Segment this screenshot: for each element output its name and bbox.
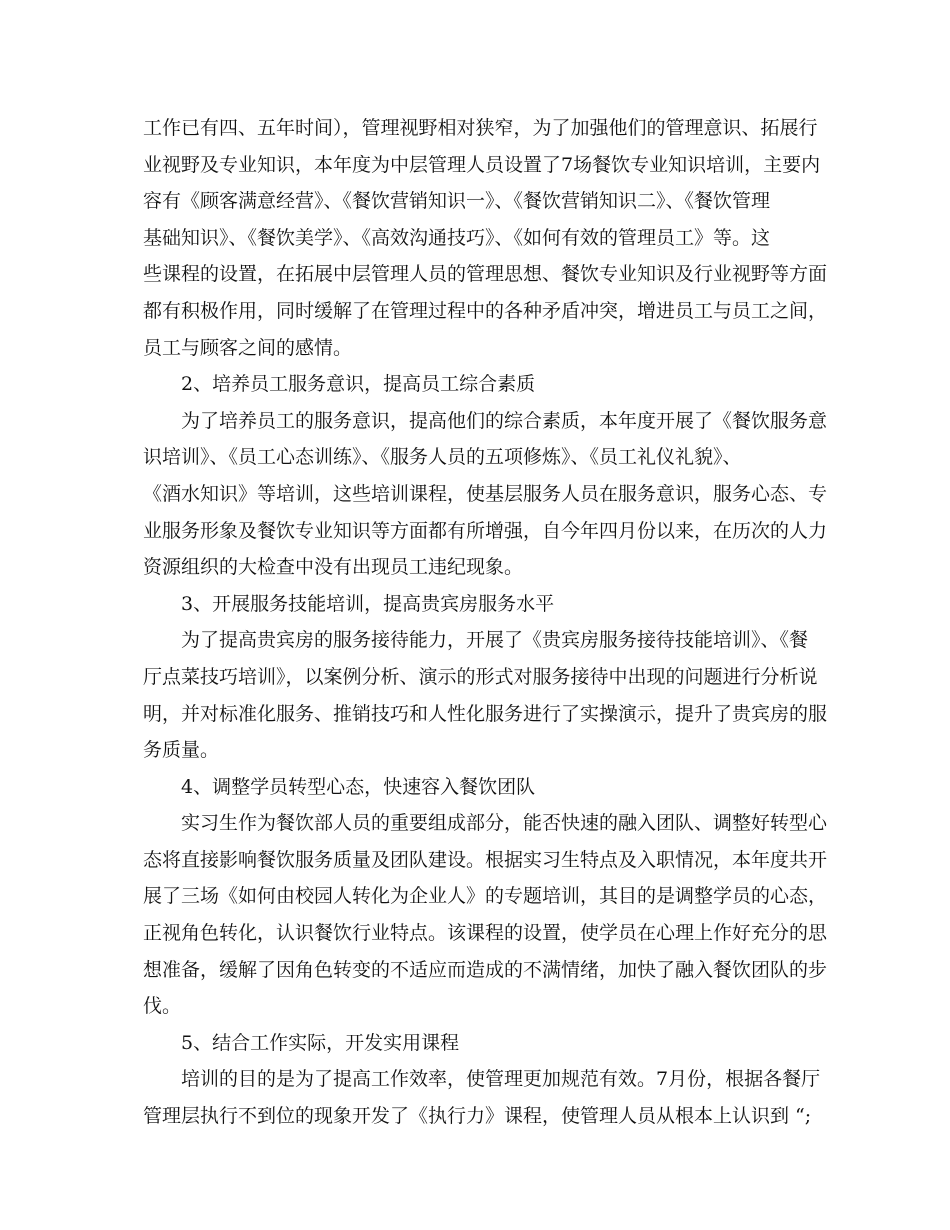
text-line: 想准备，缓解了因角色转变的不适应而造成的不满情绪，加快了融入餐饮团队的步 — [143, 958, 828, 981]
paragraph-start-line: 2、培养员工服务意识，提高员工综合素质 — [181, 373, 536, 396]
document-body — [143, 110, 828, 1135]
paragraph-start-line: 5、结合工作实际，开发实用课程 — [181, 1031, 460, 1054]
text-line: 展了三场《如何由校园人转化为企业人》的专题培训，其目的是调整学员的心态， — [143, 885, 828, 908]
paragraph-start-line: 3、开展服务技能培训，提高贵宾房服务水平 — [181, 592, 555, 615]
text-line: 资源组织的大检查中没有出现员工违纪现象。 — [143, 556, 524, 579]
text-line: 员工与顾客之间的感情。 — [143, 336, 353, 359]
text-line: 管理层执行不到位的现象开发了《执行力》课程，使管理人员从根本上认识到 “; — [143, 1105, 812, 1128]
text-line: 容有《顾客满意经营》、《餐饮营销知识一》、《餐饮营销知识二》、《餐饮管理 — [143, 190, 771, 213]
paragraph-start-line: 4、调整学员转型心态，快速容入餐饮团队 — [181, 775, 536, 798]
text-line: 正视角色转化，认识餐饮行业特点。该课程的设置，使学员在心理上作好充分的思 — [143, 922, 828, 945]
text-line: 工作已有四、五年时间），管理视野相对狭窄，为了加强他们的管理意识、拓展行 — [143, 117, 818, 139]
text-line: 务质量。 — [143, 739, 220, 762]
text-line: 些课程的设置，在拓展中层管理人员的管理思想、餐饮专业知识及行业视野等方面 — [143, 263, 828, 286]
paragraph-start-line: 实习生作为餐饮部人员的重要组成部分，能否快速的融入团队、调整好转型心 — [181, 812, 828, 835]
text-line: 业视野及专业知识，本年度为中层管理人员设置了7场餐饮专业知识培训，主要内 — [143, 153, 821, 176]
text-line: 态将直接影响餐饮服务质量及团队建设。根据实习生特点及入职情况，本年度共开 — [143, 848, 828, 871]
text-line: 伐。 — [143, 995, 182, 1018]
text-line: 厅点菜技巧培训》，以案例分析、演示的形式对服务接待中出现的问题进行分析说 — [143, 665, 818, 688]
text-line: 《酒水知识》等培训，这些培训课程，使基层服务人员在服务意识，服务心态、专 — [143, 482, 828, 505]
text-line: 识培训》、《员工心态训练》、《服务人员的五项修炼》、《员工礼仪礼貌》、 — [143, 446, 742, 469]
paragraph-start-line: 培训的目的是为了提高工作效率，使管理更加规范有效。7月份，根据各餐厅 — [181, 1068, 821, 1091]
text-line: 业服务形象及餐饮专业知识等方面都有所增强，自今年四月份以来，在历次的人力 — [143, 519, 828, 542]
text-line: 都有积极作用，同时缓解了在管理过程中的各种矛盾冲突，增进员工与员工之间， — [143, 299, 828, 322]
paragraph-start-line: 为了提高贵宾房的服务接待能力，开展了《贵宾房服务接待技能培训》、《餐 — [181, 629, 809, 652]
text-line: 基础知识》、《餐饮美学》、《高效沟通技巧》、《如何有效的管理员工》等。这 — [143, 226, 771, 249]
text-line: 明，并对标准化服务、推销技巧和人性化服务进行了实操演示，提升了贵宾房的服 — [143, 702, 828, 725]
paragraph-start-line: 为了培养员工的服务意识，提高他们的综合素质，本年度开展了《餐饮服务意 — [181, 409, 828, 432]
